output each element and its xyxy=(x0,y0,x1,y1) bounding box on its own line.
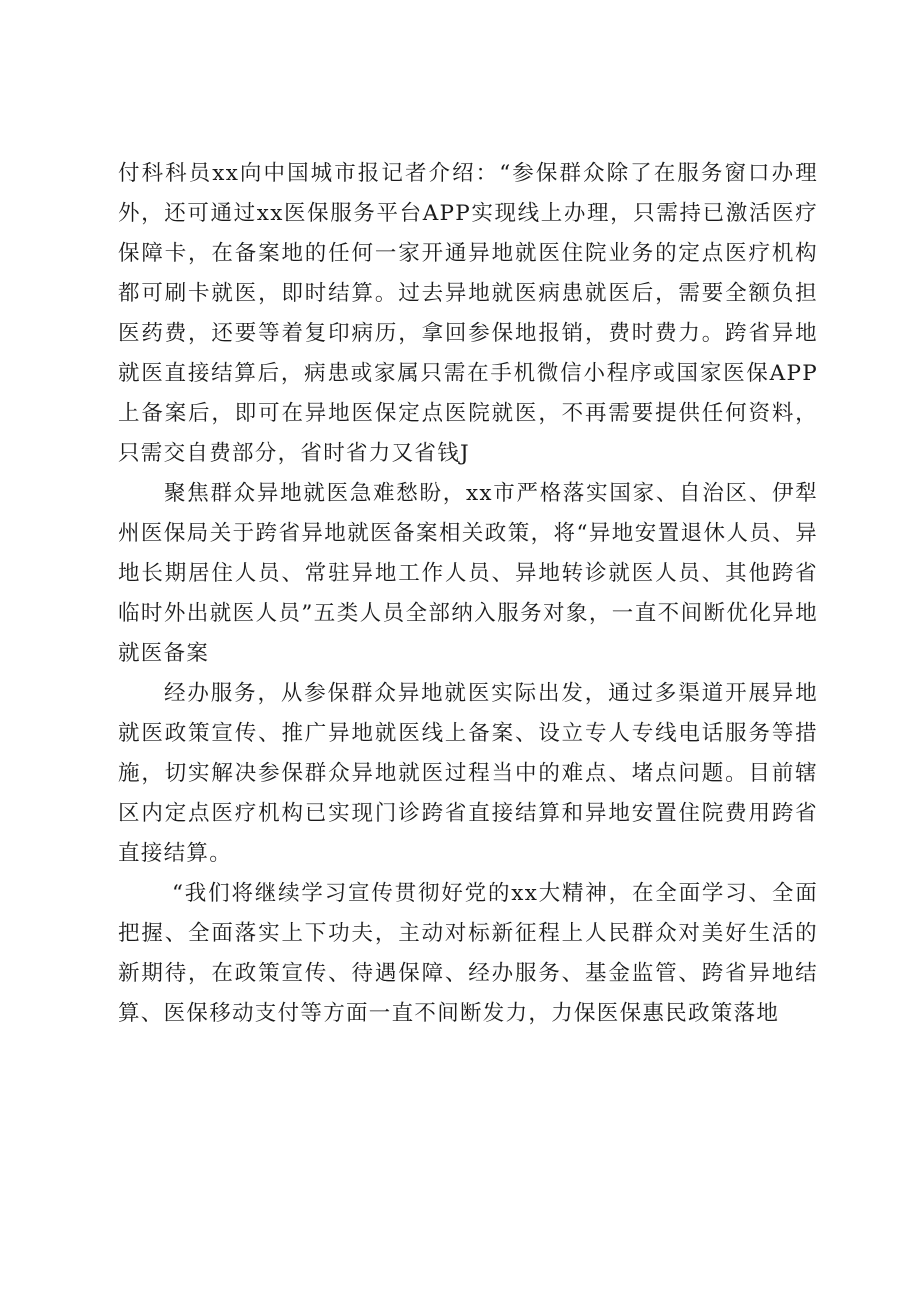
document-body xyxy=(118,154,818,1034)
paragraph-1: 付科科员xx向中国城市报记者介绍：“参保群众除了在服务窗口办理外，还可通过xx医保服务平台APP实现线上办理，只需持已激活医疗保障卡，在备案地的任何一家开通异地就医住院业务的定点医疗机构都可刷卡就医，即时结算。过去异地就医病患就医后，需要全额负担医药费，还要等着复印病历，拿回参保地报销，费时费力。跨省异地就医直接结算后，病患或家属只需在手机微信小程序或国家医保APP上备案后，即可在异地医保定点医院就医，不再需要提供任何资料，只需交自费部分，省时省力又省钱J xyxy=(118,161,818,466)
paragraph-3: 经办服务，从参保群众异地就医实际出发，通过多渠道开展异地就医政策宣传、推广异地就医线上备案、设立专人专线电话服务等措施，切实解决参保群众异地就医过程当中的难点、堵点问题。目前辖区内定点医疗机构已实现门诊跨省直接结算和异地安置住院费用跨省直接结算。 xyxy=(118,681,818,866)
paragraph-2: 聚焦群众异地就医急难愁盼，xx市严格落实国家、自治区、伊犁州医保局关于跨省异地就医备案相关政策，将“异地安置退休人员、异地长期居住人员、常驻异地工作人员、异地转诊就医人员、其他跨省临时外出就医人员”五类人员全部纳入服务对象，一直不间断优化异地就医备案 xyxy=(118,481,818,666)
paragraph-4: “我们将继续学习宣传贯彻好党的xx大精神，在全面学习、全面把握、全面落实上下功夫，主动对标新征程上人民群众对美好生活的新期待，在政策宣传、待遇保障、经办服务、基金监管、跨省异地结算、医保移动支付等方面一直不间断发力，力保医保惠民政策落地 xyxy=(118,881,818,1026)
